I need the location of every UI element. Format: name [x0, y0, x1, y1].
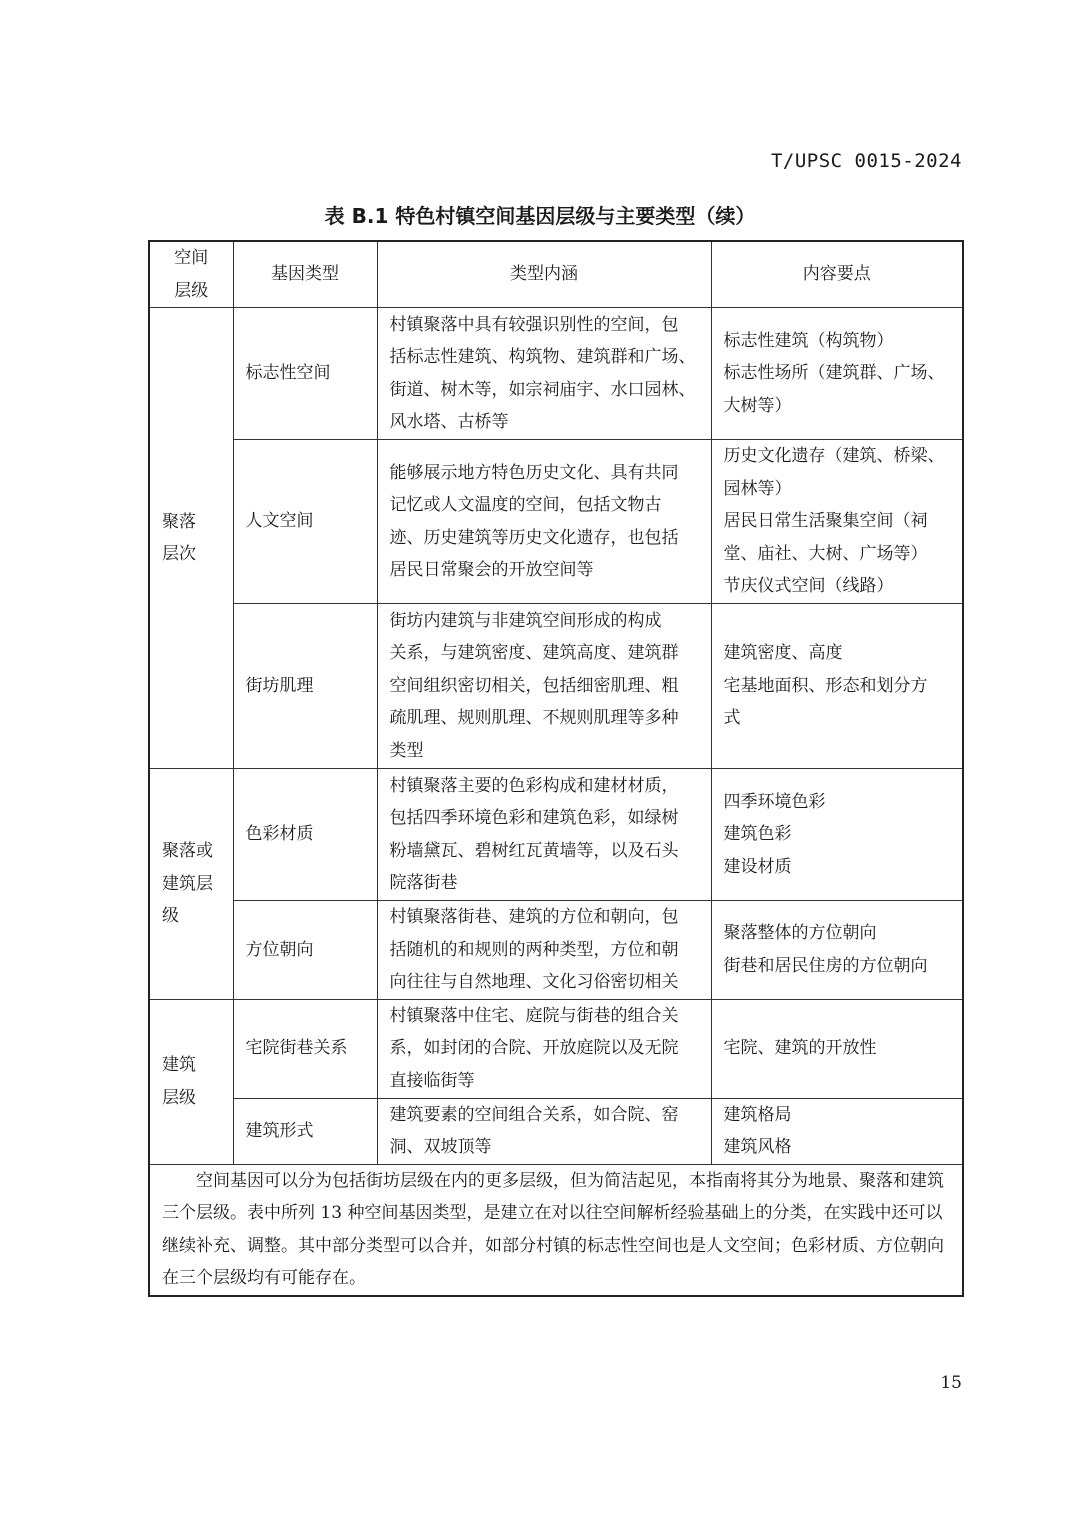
level-cell: 建筑 层级 [149, 999, 233, 1164]
table-note: 空间基因可以分为包括街坊层级在内的更多层级，但为简洁起见，本指南将其分为地景、聚落和建筑三个层级。表中所列 13 种空间基因类型，是建立在对以往空间解析经验基础上的分类，在实践中还可以继续补充、调整。其中部分类型可以合并，如部分村镇的标志性空间也是人文空间；色彩材质、方位朝向在三个层级均有可能存在。 [149, 1164, 963, 1296]
header-content-points: 内容要点 [711, 241, 963, 308]
meaning-cell: 建筑要素的空间组合关系，如合院、窑 洞、双坡顶等 [377, 1098, 711, 1164]
gene-type-cell: 建筑形式 [233, 1098, 377, 1164]
gene-type-cell: 方位朝向 [233, 901, 377, 1000]
meaning-cell: 街坊内建筑与非建筑空间形成的构成 关系，与建筑密度、建筑高度、建筑群 空间组织密切相关，包括细密肌理、粗 疏肌理、规则肌理、不规则肌理等多种 类型 [377, 604, 711, 769]
table-title: 表 B.1 特色村镇空间基因层级与主要类型（续） [324, 204, 756, 228]
points-cell: 建筑格局 建筑风格 [711, 1098, 963, 1164]
table-row [149, 604, 963, 769]
meaning-cell: 村镇聚落主要的色彩构成和建材材质， 包括四季环境色彩和建筑色彩，如绿树 粉墙黛瓦、碧树红瓦黄墙等，以及石头 院落街巷 [377, 769, 711, 901]
table-row [149, 901, 963, 1000]
header-type-meaning: 类型内涵 [377, 241, 711, 308]
spatial-gene-table [148, 240, 964, 1297]
table-row [149, 1098, 963, 1164]
meaning-cell: 村镇聚落街巷、建筑的方位和朝向，包 括随机的和规则的两种类型，方位和朝 向往往与自然地理、文化习俗密切相关 [377, 901, 711, 1000]
gene-type-cell: 人文空间 [233, 440, 377, 604]
gene-type-cell: 宅院街巷关系 [233, 999, 377, 1098]
gene-type-cell: 街坊肌理 [233, 604, 377, 769]
meaning-cell: 村镇聚落中具有较强识别性的空间，包 括标志性建筑、构筑物、建筑群和广场、 街道、树木等，如宗祠庙宇、水口园林、 风水塔、古桥等 [377, 308, 711, 440]
gene-type-cell: 色彩材质 [233, 769, 377, 901]
meaning-cell: 村镇聚落中住宅、庭院与街巷的组合关 系，如封闭的合院、开放庭院以及无院 直接临街等 [377, 999, 711, 1098]
level-cell: 聚落或 建筑层 级 [149, 769, 233, 1000]
points-cell: 四季环境色彩 建筑色彩 建设材质 [711, 769, 963, 901]
points-cell: 宅院、建筑的开放性 [711, 999, 963, 1098]
points-cell: 历史文化遗存（建筑、桥梁、 园林等） 居民日常生活聚集空间（祠 堂、庙社、大树、广场等） 节庆仪式空间（线路） [711, 440, 963, 604]
table-row [149, 440, 963, 604]
level-cell: 聚落 层次 [149, 308, 233, 769]
table-note-row [149, 1164, 963, 1296]
meaning-cell: 能够展示地方特色历史文化、具有共同 记忆或人文温度的空间，包括文物古 迹、历史建筑等历史文化遗存，也包括 居民日常聚会的开放空间等 [377, 440, 711, 604]
header-level: 空间 层级 [149, 241, 233, 308]
table-header-row [149, 241, 963, 308]
points-cell: 标志性建筑（构筑物） 标志性场所（建筑群、广场、 大树等） [711, 308, 963, 440]
points-cell: 聚落整体的方位朝向 街巷和居民住房的方位朝向 [711, 901, 963, 1000]
document-code: T/UPSC 0015-2024 [770, 150, 962, 172]
header-gene-type: 基因类型 [233, 241, 377, 308]
table-row [149, 769, 963, 901]
gene-type-cell: 标志性空间 [233, 308, 377, 440]
points-cell: 建筑密度、高度 宅基地面积、形态和划分方 式 [711, 604, 963, 769]
table-row [149, 308, 963, 440]
table-row [149, 999, 963, 1098]
page-number: 15 [940, 1373, 962, 1393]
